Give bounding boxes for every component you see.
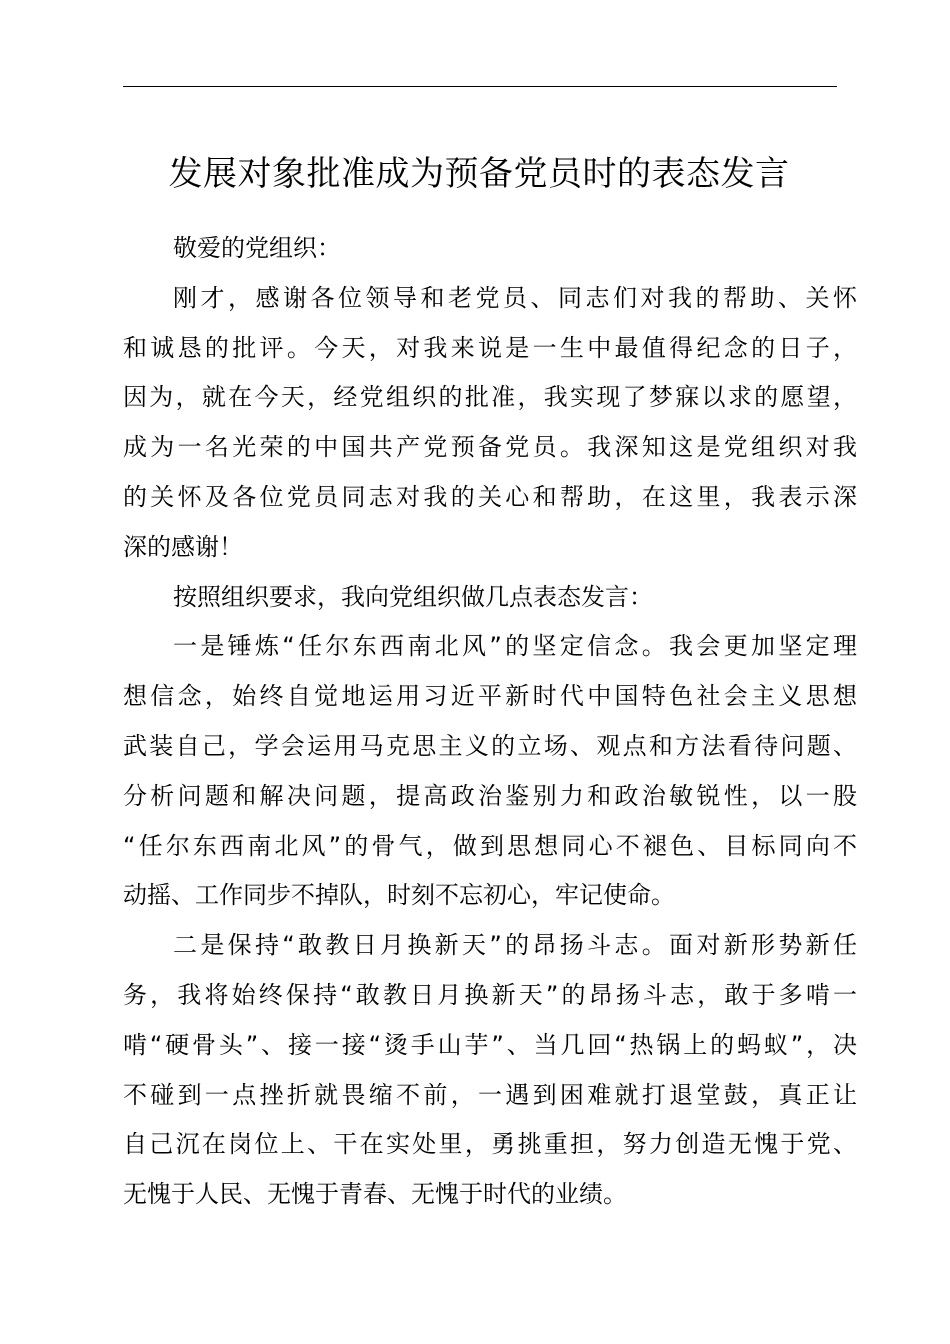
salutation: 敬爱的党组织：	[173, 234, 341, 262]
paragraph-line: 想信念，始终自觉地运用习近平新时代中国特色社会主义思想	[123, 682, 857, 711]
paragraph-line: 因为，就在今天，经党组织的批准，我实现了梦寐以求的愿望，	[123, 383, 857, 412]
header-rule	[123, 86, 837, 87]
paragraph-line: 自己沉在岗位上、干在实处里，勇挑重担，努力创造无愧于党、	[123, 1130, 857, 1159]
document-title: 发展对象批准成为预备党员时的表态发言	[168, 154, 790, 194]
paragraph-line: 二是保持“敢教日月换新天”的昂扬斗志。面对新形势新任	[173, 931, 857, 960]
paragraph-line: 一是锤炼“任尔东西南北风”的坚定信念。我会更加坚定理	[173, 632, 857, 661]
paragraph-line: 务，我将始终保持“敢教日月换新天”的昂扬斗志，敢于多啃一	[123, 980, 857, 1009]
paragraph-line: 武装自己，学会运用马克思主义的立场、观点和方法看待问题、	[123, 731, 857, 760]
paragraph-line: 的关怀及各位党员同志对我的关心和帮助，在这里，我表示深	[123, 482, 857, 511]
paragraph-line: 不碰到一点挫折就畏缩不前，一遇到困难就打退堂鼓，真正让	[123, 1080, 857, 1109]
paragraph-line: 按照组织要求，我向党组织做几点表态发言：	[173, 582, 653, 611]
paragraph-line: 无愧于人民、无愧于青春、无愧于时代的业绩。	[123, 1180, 627, 1209]
paragraph-line: 动摇、工作同步不掉队，时刻不忘初心，牢记使命。	[123, 881, 675, 910]
paragraph-line: 啃“硬骨头”、接一接“烫手山芋”、当几回“热锅上的蚂蚁”，决	[123, 1030, 857, 1059]
paragraph-line: 深的感谢！	[123, 532, 243, 561]
document-body	[123, 224, 857, 1220]
paragraph-line: 成为一名光荣的中国共产党预备党员。我深知这是党组织对我	[123, 433, 857, 462]
paragraph-line: 刚才，感谢各位领导和老党员、同志们对我的帮助、关怀	[173, 283, 857, 312]
paragraph-line: 和诚恳的批评。今天，对我来说是一生中最值得纪念的日子，	[123, 333, 857, 362]
paragraph-line: “任尔东西南北风”的骨气，做到思想同心不褪色、目标同向不	[123, 831, 857, 860]
paragraph-line: 分析问题和解决问题，提高政治鉴别力和政治敏锐性，以一股	[123, 781, 857, 810]
